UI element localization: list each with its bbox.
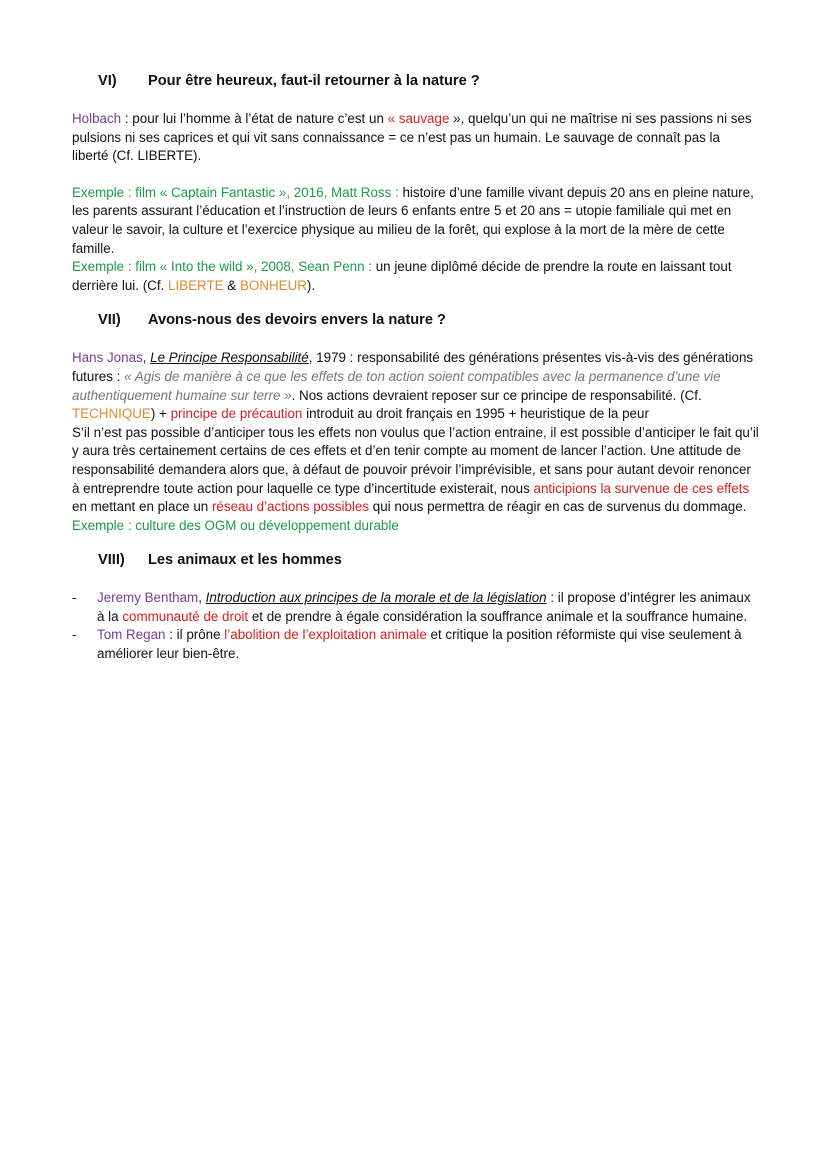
example-label: Exemple : culture des OGM ou développement durable (72, 517, 399, 533)
keyword: « sauvage (387, 111, 450, 126)
text: : pour lui l’homme à l’état de nature c’est un (121, 111, 388, 126)
text: histoire d’une famille vivant depuis 20 ans en pleine nature, les parents assurant l’éducation et l’instruction de leurs 6 enfants entre 5 et 20 ans = utopie familiale qui met en valeur le savoir, la culture et l’exercice physique au milieu de la forêt, qui explose à la mort de la mère de cette famille. (72, 184, 754, 256)
text: qui nous permettra de réagir en cas de survenus du dommage. (369, 499, 747, 515)
paragraph-example-into-the-wild (72, 258, 760, 295)
list-item-bentham (72, 589, 760, 626)
keyword: principe de précaution (170, 406, 303, 422)
text: ). (306, 277, 316, 293)
section-title: Pour être heureux, faut-il retourner à la nature ? (148, 73, 480, 89)
work-title: Introduction aux principes de la morale et de la législation (205, 590, 547, 606)
author-name: Tom Regan (97, 627, 166, 643)
list-dash: - (72, 627, 77, 643)
author-name: Hans Jonas (72, 350, 143, 366)
author-name: Jeremy Bentham (97, 590, 199, 606)
section-number: VIII) (98, 552, 125, 569)
text: et de prendre à égale considération la souffrance animale et la souffrance humaine. (248, 608, 748, 624)
section-heading-viii (72, 549, 760, 571)
text: », quelqu’un qui ne maîtrise ni ses passions ni ses pulsions ni ses caprices et qui vit sans connaissance = ce n’est pas un humain. Le sauvage de connaît pas la liberté (Cf. LIBERTE). (72, 111, 752, 164)
reference-bonheur: BONHEUR (239, 277, 307, 293)
work-title: Le Principe Responsabilité (150, 350, 309, 366)
paragraph-example-captain-fantastic (72, 184, 760, 258)
text: : il propose d’intégrer les animaux à la (97, 590, 751, 624)
paragraph-holbach (72, 110, 760, 166)
reference-technique: TECHNIQUE (72, 406, 151, 422)
quote: « Agis de manière à ce que les effets de ton action soient compatibles avec la permanence d’une vie authentiquement humaine sur terre » (72, 368, 721, 403)
keyword: l’abolition de l’exploitation animale (224, 627, 427, 643)
text: , (198, 590, 206, 606)
keyword: réseau d’actions possibles (211, 499, 370, 515)
section-title: Les animaux et les hommes (148, 552, 342, 569)
example-label: Exemple : film « Captain Fantastic », 2016, Matt Ross : (72, 184, 399, 200)
list-dash: - (72, 590, 77, 606)
paragraph-anticipation (72, 424, 760, 517)
text: introduit au droit français en 1995 + heuristique de la peur (302, 406, 649, 422)
text: un jeune diplômé décide de prendre la route en laissant tout derrière lui. (Cf. (72, 259, 732, 293)
reference-liberte: LIBERTE (168, 277, 224, 293)
keyword: communauté de droit (122, 608, 249, 624)
section-title: Avons-nous des devoirs envers la nature ? (148, 312, 446, 329)
text: et critique la position réformiste qui vise seulement à améliorer leur bien-être. (97, 627, 742, 662)
text: . Nos actions devraient reposer sur ce principe de responsabilité. (Cf. (291, 387, 702, 403)
keyword: anticipions la survenue de ces effets (533, 480, 750, 496)
section-heading-vii (72, 309, 760, 331)
text: , 1979 : responsabilité des générations présentes vis-à-vis des générations futures : (72, 350, 754, 384)
text: ) + (150, 406, 171, 422)
document-page (72, 70, 760, 664)
list-item-regan (72, 626, 760, 663)
author-name: Holbach (72, 111, 122, 126)
text: S’il n’est pas possible d’anticiper tous les effets non voulus que l’action entraine, il est possible d’anticiper le fait qu’il y aura très certainement certains de ces effets et d’en tenir compte au moment de lancer l’action. Une attitude de responsabilité demandera alors que, à défaut de pouvoir prévoir l’imprévisible, et sans pour autant devoir renoncer à entreprendre toute action pour laquelle ce type d’incertitude existerait, nous (72, 424, 759, 496)
text: : il prône (165, 627, 225, 643)
text: & (223, 277, 240, 293)
authors-list (72, 589, 760, 663)
paragraph-jonas (72, 349, 760, 423)
section-number: VII) (98, 312, 121, 329)
section-heading-vi (72, 70, 760, 92)
text: , (142, 350, 151, 366)
example-label: Exemple : film « Into the wild », 2008, Sean Penn : (72, 259, 372, 275)
section-number: VI) (98, 73, 117, 89)
text: en mettant en place un (72, 499, 212, 515)
